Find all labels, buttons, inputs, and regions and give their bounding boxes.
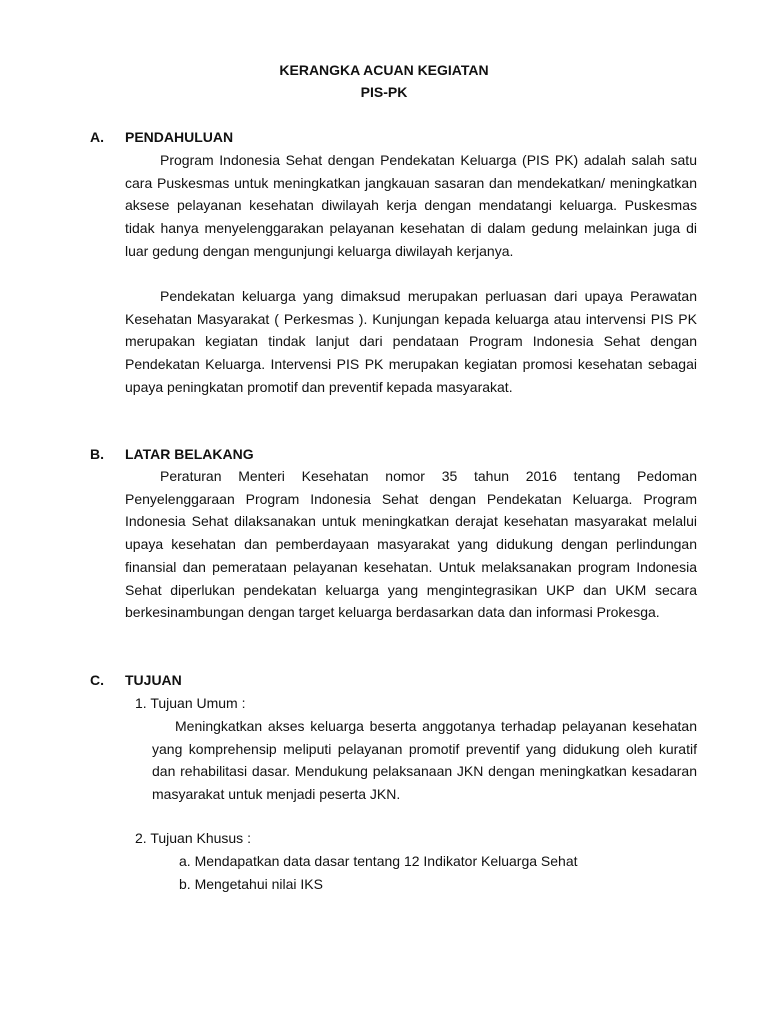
tujuan-umum-paragraph: Meningkatkan akses keluarga beserta anggotanya terhadap pelayanan kesehatan yang komprehensip meliputi pelayanan promotif preventif yang didukung oleh kuratif dan rehabilitasi dasar. Mendukung pelaksanaan JKN dengan meningkatkan kesadaran masyarakat untuk menjadi peserta JKN. — [152, 718, 697, 803]
tujuan-khusus-label: 2. Tujuan Khusus : — [135, 830, 251, 846]
section-a-title: PENDAHULUAN — [125, 129, 234, 145]
tujuan-umum-label: 1. Tujuan Umum : — [135, 695, 246, 711]
tujuan-khusus-item-b: b. Mengetahui nilai IKS — [179, 876, 323, 892]
title-line-1: KERANGKA ACUAN KEGIATAN — [279, 62, 489, 78]
section-c-title: TUJUAN — [125, 672, 182, 688]
section-c-letter: C. — [90, 672, 104, 688]
section-a-letter: A. — [90, 129, 104, 145]
section-b-title: LATAR BELAKANG — [125, 446, 254, 462]
tujuan-khusus-item-a: a. Mendapatkan data dasar tentang 12 Indikator Keluarga Sehat — [179, 853, 578, 869]
section-a-paragraph-2: Pendekatan keluarga yang dimaksud merupakan perluasan dari upaya Perawatan Kesehatan Masyarakat ( Perkesmas ). Kunjungan kepada keluarga atau intervensi PIS PK merupakan kegiatan tindak lanjut dari pendataan Program Indonesia Sehat dengan Pendekatan Keluarga. Intervensi PIS PK merupakan kegiatan promosi kesehatan sebagai upaya peningkatan promotif dan preventif kepada masyarakat. — [125, 288, 697, 395]
title-line-2: PIS-PK — [360, 84, 408, 100]
section-a-paragraph-1: Program Indonesia Sehat dengan Pendekatan Keluarga (PIS PK) adalah salah satu cara Puskesmas untuk meningkatkan jangkauan sasaran dan mendekatkan/ meningkatkan aksese pelayanan kesehatan diwilayah kerja dengan mendatangi keluarga. Puskesmas tidak hanya menyelenggarakan pelayanan kesehatan di dalam gedung melainkan juga di luar gedung dengan mengunjungi keluarga diwilayah kerjanya. — [125, 152, 697, 259]
section-b-paragraph-1: Peraturan Menteri Kesehatan nomor 35 tahun 2016 tentang Pedoman Penyelenggaraan Program Indonesia Sehat dengan Pendekatan Keluarga. Program Indonesia Sehat dilaksanakan untuk meningkatkan derajat kesehatan masyarakat melalui upaya kesehatan dan pemberdayaan masyarakat yang didukung dengan perlindungan finansial dan pemerataan pelayanan kesehatan. Untuk melaksanakan program Indonesia Sehat diperlukan pendekatan keluarga yang mengintegrasikan UKP dan UKM secara berkesinambungan dengan target keluarga berdasarkan data dan informasi Prokesga. — [125, 468, 697, 621]
section-b-letter: B. — [90, 446, 104, 462]
document-title — [0, 59, 768, 103]
